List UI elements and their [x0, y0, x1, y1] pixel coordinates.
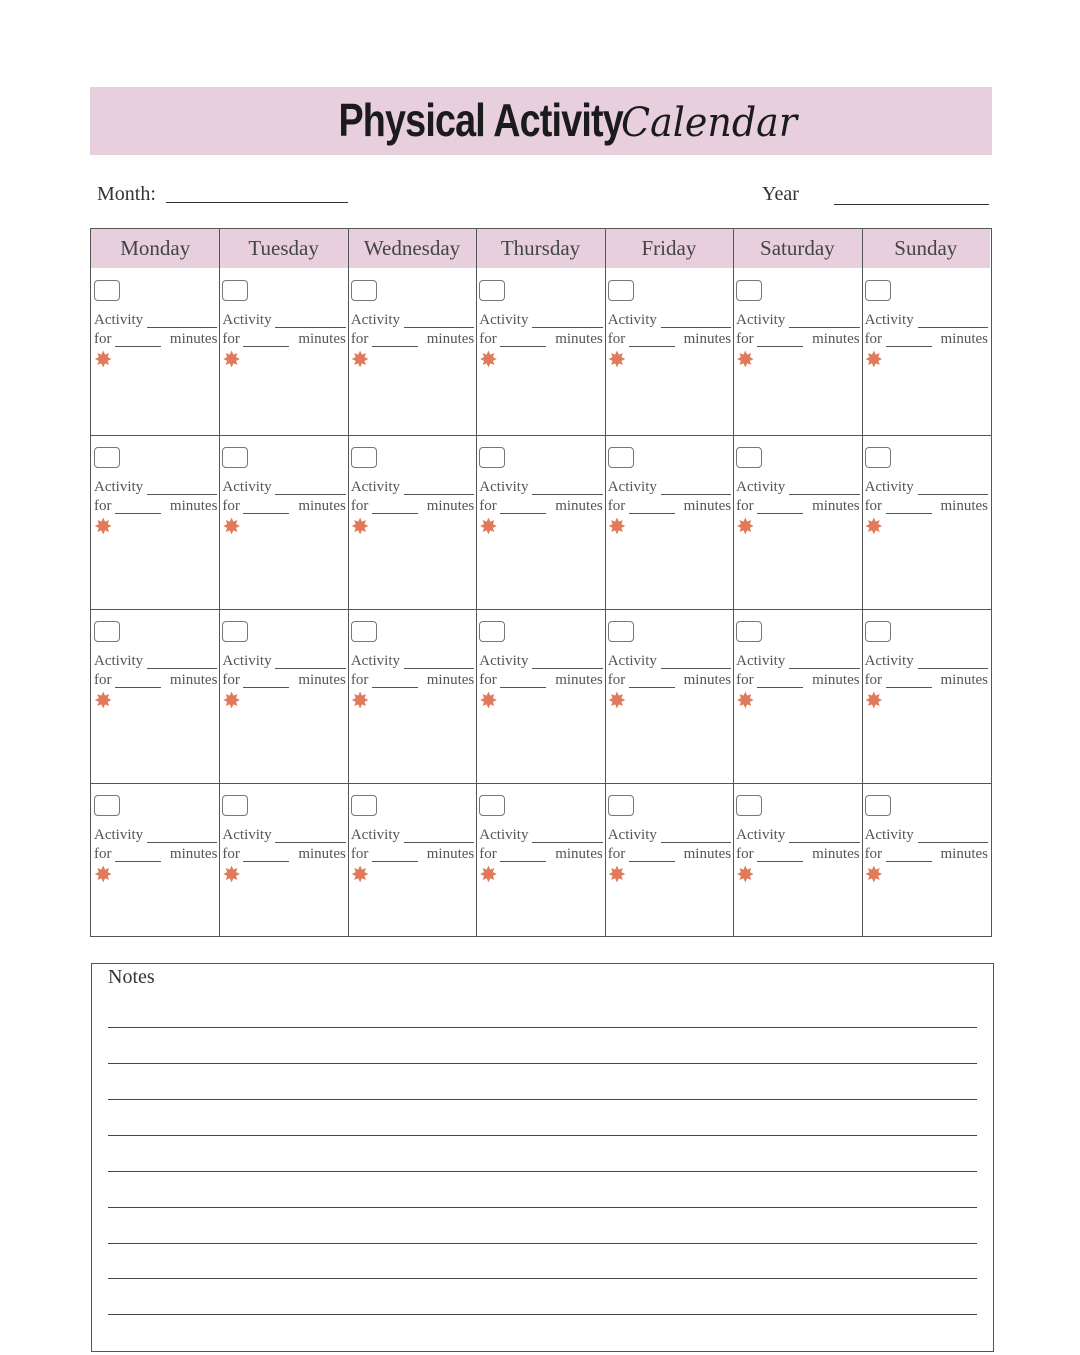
day-header-thursday: Thursday	[476, 229, 604, 268]
activity-label: Activity	[736, 312, 786, 328]
done-checkbox[interactable]	[351, 621, 377, 642]
sun-star-icon: ✸	[864, 862, 883, 887]
activity-label: Activity	[350, 479, 401, 495]
minutes-label: minutes	[426, 498, 475, 514]
done-checkbox[interactable]	[222, 280, 248, 301]
activity-field[interactable]	[147, 668, 217, 669]
month-label: Month:	[97, 183, 156, 205]
for-label: for	[94, 498, 112, 514]
minutes-field[interactable]	[115, 861, 161, 862]
notes-line[interactable]	[108, 1278, 977, 1279]
done-checkbox[interactable]	[865, 280, 891, 301]
minutes-field[interactable]	[115, 687, 161, 688]
minutes-field[interactable]	[886, 513, 932, 514]
sun-star-icon: ✸	[607, 688, 627, 713]
for-label: for	[479, 331, 497, 347]
for-label: for	[350, 846, 369, 862]
activity-field[interactable]	[275, 327, 345, 328]
day-header-wednesday: Wednesday	[348, 229, 476, 268]
day-header-monday: Monday	[91, 229, 219, 268]
minutes-field[interactable]	[115, 513, 161, 514]
minutes-label: minutes	[812, 498, 860, 514]
sun-star-icon: ✸	[94, 862, 113, 887]
for-label: for	[864, 331, 883, 347]
activity-field[interactable]	[789, 494, 859, 495]
sun-star-icon: ✸	[736, 862, 755, 887]
activity-field[interactable]	[661, 668, 731, 669]
activity-label: Activity	[864, 312, 914, 328]
activity-label: Activity	[479, 479, 529, 495]
for-label: for	[479, 498, 497, 514]
minutes-label: minutes	[555, 498, 603, 514]
for-label: for	[94, 331, 112, 347]
minutes-field[interactable]	[372, 861, 418, 862]
activity-label: Activity	[607, 827, 657, 843]
activity-label: Activity	[94, 479, 144, 495]
for-label: for	[222, 331, 240, 347]
minutes-label: minutes	[298, 331, 346, 347]
done-checkbox[interactable]	[479, 280, 505, 301]
activity-label: Activity	[94, 653, 144, 669]
minutes-field[interactable]	[757, 513, 803, 514]
day-cell	[605, 435, 733, 609]
activity-label: Activity	[479, 653, 529, 669]
day-cell	[862, 435, 990, 609]
day-cell	[476, 783, 604, 936]
for-label: for	[736, 672, 754, 688]
day-cell	[733, 609, 861, 783]
minutes-label: minutes	[555, 331, 603, 347]
done-checkbox[interactable]	[351, 795, 377, 816]
year-label: Year	[762, 183, 799, 205]
done-checkbox[interactable]	[608, 280, 634, 301]
minutes-label: minutes	[940, 498, 988, 514]
notes-section	[91, 963, 994, 1352]
title-band	[90, 87, 992, 155]
for-label: for	[222, 846, 240, 862]
activity-label: Activity	[864, 479, 914, 495]
activity-field[interactable]	[661, 494, 731, 495]
notes-line[interactable]	[108, 1027, 977, 1028]
done-checkbox[interactable]	[94, 280, 120, 301]
day-cell	[219, 435, 347, 609]
done-checkbox[interactable]	[222, 621, 248, 642]
day-cell	[91, 783, 219, 936]
minutes-field[interactable]	[757, 346, 803, 347]
minutes-field[interactable]	[243, 861, 289, 862]
activity-field[interactable]	[918, 842, 988, 843]
minutes-field[interactable]	[629, 687, 675, 688]
sun-star-icon: ✸	[736, 688, 755, 713]
day-cell	[733, 783, 861, 936]
done-checkbox[interactable]	[479, 621, 505, 642]
title-bold-text: Physical Activity	[338, 94, 623, 146]
sun-star-icon: ✸	[222, 514, 241, 539]
done-checkbox[interactable]	[351, 280, 377, 301]
for-label: for	[479, 672, 497, 688]
minutes-label: minutes	[298, 498, 346, 514]
activity-field[interactable]	[147, 494, 217, 495]
done-checkbox[interactable]	[222, 795, 248, 816]
minutes-label: minutes	[169, 498, 218, 514]
day-cell	[733, 435, 861, 609]
minutes-field[interactable]	[629, 513, 675, 514]
day-cell	[91, 435, 219, 609]
done-checkbox[interactable]	[736, 795, 762, 816]
minutes-field[interactable]	[372, 346, 418, 347]
minutes-label: minutes	[940, 331, 988, 347]
activity-label: Activity	[607, 312, 657, 328]
notes-line[interactable]	[108, 1243, 977, 1244]
activity-label: Activity	[222, 479, 272, 495]
sun-star-icon: ✸	[222, 862, 241, 887]
sun-star-icon: ✸	[736, 347, 755, 372]
done-checkbox[interactable]	[736, 621, 762, 642]
activity-label: Activity	[350, 827, 401, 843]
sun-star-icon: ✸	[94, 688, 113, 713]
minutes-field[interactable]	[757, 861, 803, 862]
for-label: for	[350, 672, 369, 688]
minutes-field[interactable]	[500, 346, 546, 347]
minutes-label: minutes	[298, 846, 346, 862]
day-cell	[348, 268, 476, 435]
day-cell	[605, 783, 733, 936]
minutes-label: minutes	[555, 846, 603, 862]
done-checkbox[interactable]	[865, 447, 891, 468]
day-cell	[862, 783, 990, 936]
activity-label: Activity	[736, 479, 786, 495]
activity-label: Activity	[736, 827, 786, 843]
done-checkbox[interactable]	[351, 447, 377, 468]
year-field[interactable]	[834, 204, 989, 205]
sun-star-icon: ✸	[479, 347, 498, 372]
sun-star-icon: ✸	[479, 862, 498, 887]
done-checkbox[interactable]	[736, 280, 762, 301]
activity-label: Activity	[864, 653, 914, 669]
activity-label: Activity	[222, 312, 272, 328]
done-checkbox[interactable]	[479, 795, 505, 816]
activity-field[interactable]	[147, 327, 217, 328]
day-cell	[348, 435, 476, 609]
activity-field[interactable]	[147, 842, 217, 843]
activity-label: Activity	[864, 827, 914, 843]
minutes-label: minutes	[426, 331, 475, 347]
done-checkbox[interactable]	[94, 795, 120, 816]
for-label: for	[350, 331, 369, 347]
minutes-field[interactable]	[886, 346, 932, 347]
activity-label: Activity	[222, 653, 272, 669]
done-checkbox[interactable]	[94, 621, 120, 642]
day-header-tuesday: Tuesday	[219, 229, 347, 268]
day-cell	[862, 609, 990, 783]
minutes-label: minutes	[169, 672, 218, 688]
for-label: for	[864, 846, 883, 862]
minutes-field[interactable]	[886, 861, 932, 862]
day-cell	[476, 268, 604, 435]
notes-line[interactable]	[108, 1099, 977, 1100]
sun-star-icon: ✸	[222, 347, 241, 372]
day-cell	[219, 268, 347, 435]
notes-line[interactable]	[108, 1063, 977, 1064]
done-checkbox[interactable]	[222, 447, 248, 468]
for-label: for	[864, 498, 883, 514]
minutes-field[interactable]	[243, 687, 289, 688]
day-header-friday: Friday	[605, 229, 733, 268]
activity-label: Activity	[607, 479, 657, 495]
activity-field[interactable]	[404, 494, 474, 495]
activity-field[interactable]	[404, 668, 474, 669]
minutes-label: minutes	[683, 498, 732, 514]
activity-label: Activity	[479, 312, 529, 328]
minutes-label: minutes	[812, 672, 860, 688]
for-label: for	[607, 498, 626, 514]
minutes-label: minutes	[940, 846, 988, 862]
day-cell	[862, 268, 990, 435]
for-label: for	[607, 846, 626, 862]
day-cell	[733, 268, 861, 435]
for-label: for	[736, 331, 754, 347]
activity-label: Activity	[94, 827, 144, 843]
minutes-field[interactable]	[372, 687, 418, 688]
calendar-grid	[90, 228, 992, 937]
day-cell	[476, 609, 604, 783]
sun-star-icon: ✸	[94, 514, 113, 539]
for-label: for	[350, 498, 369, 514]
done-checkbox[interactable]	[608, 621, 634, 642]
title-script-text: Calendar	[620, 100, 797, 146]
activity-label: Activity	[607, 653, 657, 669]
minutes-field[interactable]	[500, 861, 546, 862]
day-cell	[605, 609, 733, 783]
notes-line[interactable]	[108, 1207, 977, 1208]
sun-star-icon: ✸	[222, 688, 241, 713]
day-cell	[605, 268, 733, 435]
minutes-field[interactable]	[757, 687, 803, 688]
minutes-label: minutes	[298, 672, 346, 688]
sun-star-icon: ✸	[350, 347, 370, 372]
for-label: for	[607, 672, 626, 688]
minutes-field[interactable]	[629, 861, 675, 862]
activity-label: Activity	[736, 653, 786, 669]
minutes-field[interactable]	[372, 513, 418, 514]
sun-star-icon: ✸	[94, 347, 113, 372]
sun-star-icon: ✸	[607, 514, 627, 539]
minutes-field[interactable]	[500, 687, 546, 688]
sun-star-icon: ✸	[350, 688, 370, 713]
minutes-label: minutes	[812, 331, 860, 347]
activity-label: Activity	[222, 827, 272, 843]
sun-star-icon: ✸	[350, 862, 370, 887]
day-cell	[91, 609, 219, 783]
done-checkbox[interactable]	[479, 447, 505, 468]
activity-field[interactable]	[532, 327, 602, 328]
notes-label: Notes	[108, 966, 155, 988]
done-checkbox[interactable]	[94, 447, 120, 468]
for-label: for	[736, 846, 754, 862]
activity-field[interactable]	[275, 842, 345, 843]
minutes-label: minutes	[683, 672, 732, 688]
activity-field[interactable]	[404, 842, 474, 843]
minutes-label: minutes	[555, 672, 603, 688]
sun-star-icon: ✸	[607, 347, 627, 372]
activity-field[interactable]	[404, 327, 474, 328]
month-field[interactable]	[166, 202, 348, 203]
minutes-label: minutes	[683, 331, 732, 347]
activity-field[interactable]	[918, 327, 988, 328]
for-label: for	[222, 672, 240, 688]
notes-line[interactable]	[108, 1135, 977, 1136]
activity-field[interactable]	[661, 327, 731, 328]
for-label: for	[864, 672, 883, 688]
day-cell	[91, 268, 219, 435]
activity-label: Activity	[479, 827, 529, 843]
activity-field[interactable]	[789, 842, 859, 843]
activity-field[interactable]	[918, 494, 988, 495]
for-label: for	[607, 331, 626, 347]
sun-star-icon: ✸	[864, 514, 883, 539]
day-cell	[219, 609, 347, 783]
activity-label: Activity	[94, 312, 144, 328]
sun-star-icon: ✸	[479, 688, 498, 713]
minutes-field[interactable]	[500, 513, 546, 514]
activity-field[interactable]	[532, 494, 602, 495]
for-label: for	[479, 846, 497, 862]
done-checkbox[interactable]	[608, 447, 634, 468]
minutes-label: minutes	[683, 846, 732, 862]
minutes-field[interactable]	[243, 346, 289, 347]
activity-field[interactable]	[789, 327, 859, 328]
activity-field[interactable]	[532, 668, 602, 669]
activity-field[interactable]	[789, 668, 859, 669]
minutes-field[interactable]	[243, 513, 289, 514]
minutes-label: minutes	[426, 846, 475, 862]
day-cell	[348, 609, 476, 783]
minutes-field[interactable]	[886, 687, 932, 688]
activity-field[interactable]	[918, 668, 988, 669]
sun-star-icon: ✸	[864, 688, 883, 713]
done-checkbox[interactable]	[865, 621, 891, 642]
done-checkbox[interactable]	[736, 447, 762, 468]
done-checkbox[interactable]	[865, 795, 891, 816]
day-cell	[219, 783, 347, 936]
for-label: for	[94, 846, 112, 862]
minutes-label: minutes	[426, 672, 475, 688]
notes-line[interactable]	[108, 1314, 977, 1315]
sun-star-icon: ✸	[350, 514, 370, 539]
day-header-sunday: Sunday	[862, 229, 990, 268]
sun-star-icon: ✸	[864, 347, 883, 372]
done-checkbox[interactable]	[608, 795, 634, 816]
sun-star-icon: ✸	[479, 514, 498, 539]
notes-line[interactable]	[108, 1171, 977, 1172]
minutes-label: minutes	[169, 846, 218, 862]
minutes-label: minutes	[169, 331, 218, 347]
sun-star-icon: ✸	[736, 514, 755, 539]
activity-label: Activity	[350, 312, 401, 328]
for-label: for	[94, 672, 112, 688]
minutes-field[interactable]	[115, 346, 161, 347]
minutes-label: minutes	[812, 846, 860, 862]
day-header-saturday: Saturday	[733, 229, 861, 268]
activity-field[interactable]	[275, 494, 345, 495]
for-label: for	[736, 498, 754, 514]
sun-star-icon: ✸	[607, 862, 627, 887]
activity-field[interactable]	[275, 668, 345, 669]
day-cell	[476, 435, 604, 609]
activity-field[interactable]	[661, 842, 731, 843]
for-label: for	[222, 498, 240, 514]
minutes-field[interactable]	[629, 346, 675, 347]
activity-field[interactable]	[532, 842, 602, 843]
day-cell	[348, 783, 476, 936]
activity-label: Activity	[350, 653, 401, 669]
minutes-label: minutes	[940, 672, 988, 688]
page-title	[90, 93, 992, 147]
